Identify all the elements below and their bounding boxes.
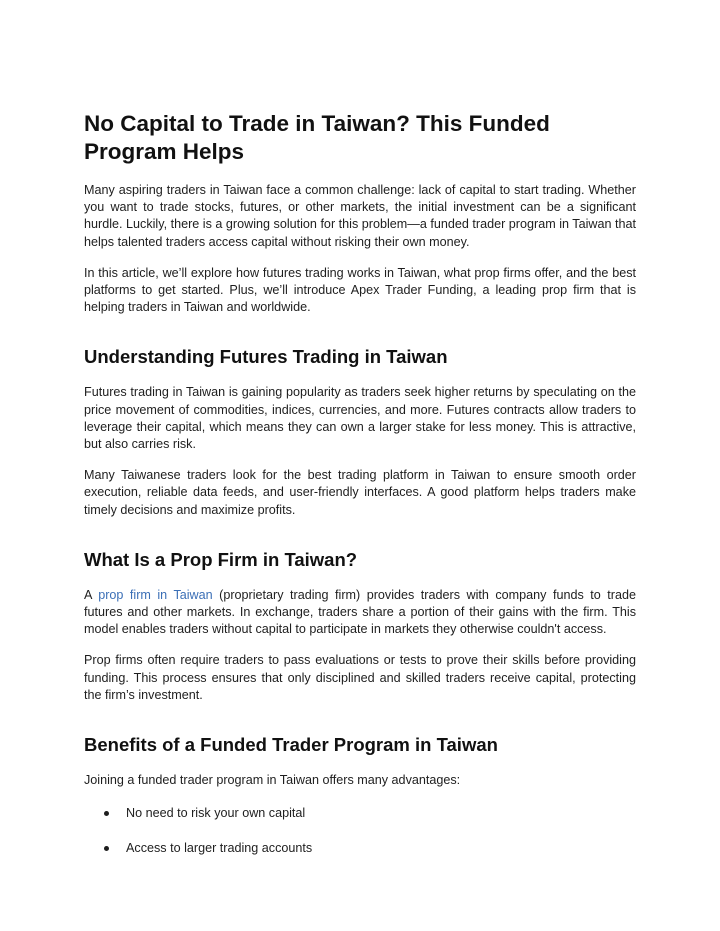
prop-firm-text-prefix: A (84, 587, 99, 602)
futures-paragraph-1: Futures trading in Taiwan is gaining popularity as traders seek higher returns by speculating on the price movement of commodities, indices, currencies, and more. Futures contracts allow traders to leverage their capital, which means they can own a larger stake for less money. This is attractive, but also carries risk. (84, 385, 636, 452)
intro-paragraph-2: In this article, we’ll explore how futures trading works in Taiwan, what prop firms offer, and the best platforms to get started. Plus, we’ll introduce Apex Trader Funding, a leading prop firm that is helping traders in Taiwan and worldwide. (84, 265, 636, 315)
benefits-list (84, 805, 636, 857)
prop-firm-paragraph-1 (84, 587, 636, 639)
benefits-intro: Joining a funded trader program in Taiwan offers many advantages: (84, 773, 461, 788)
prop-firm-link[interactable]: prop firm in Taiwan (98, 587, 213, 602)
list-item (84, 805, 636, 822)
article-title: No Capital to Trade in Taiwan? This Funded Program Helps (84, 111, 550, 164)
list-item-text: No need to risk your own capital (126, 806, 306, 821)
bullet-icon (104, 811, 109, 816)
list-item-text: Access to larger trading accounts (126, 841, 313, 856)
prop-firm-paragraph-2: Prop firms often require traders to pass evaluations or tests to prove their skills before providing funding. This process ensures that only disciplined and skilled traders receive capital, protecting the firm’s investment. (84, 653, 636, 702)
section-heading-prop-firm: What Is a Prop Firm in Taiwan? (84, 548, 358, 570)
intro-paragraph-1: Many aspiring traders in Taiwan face a common challenge: lack of capital to start trading. Whether you want to trade stocks, futures, or other markets, the initial investment can be a significant hurdle. Luckily, there is a growing solution for this problem—a funded trader program in Taiwan that helps talented traders access capital without risking their own money. (84, 183, 636, 249)
list-item (84, 840, 636, 857)
bullet-icon (104, 846, 109, 851)
section-heading-benefits: Benefits of a Funded Trader Program in Taiwan (84, 734, 498, 756)
section-heading-futures: Understanding Futures Trading in Taiwan (84, 346, 448, 368)
prop-firm-text-suffix: (proprietary trading firm) provides traders with company funds to trade futures and other markets. In exchange, traders share a portion of their gains with the firm. This model enables traders without capital to participate in markets they otherwise couldn't access. (84, 587, 636, 637)
document-page (84, 110, 636, 875)
futures-paragraph-2: Many Taiwanese traders look for the best trading platform in Taiwan to ensure smooth order execution, reliable data feeds, and user-friendly interfaces. A good platform helps traders make timely decisions and maximize profits. (84, 468, 636, 517)
